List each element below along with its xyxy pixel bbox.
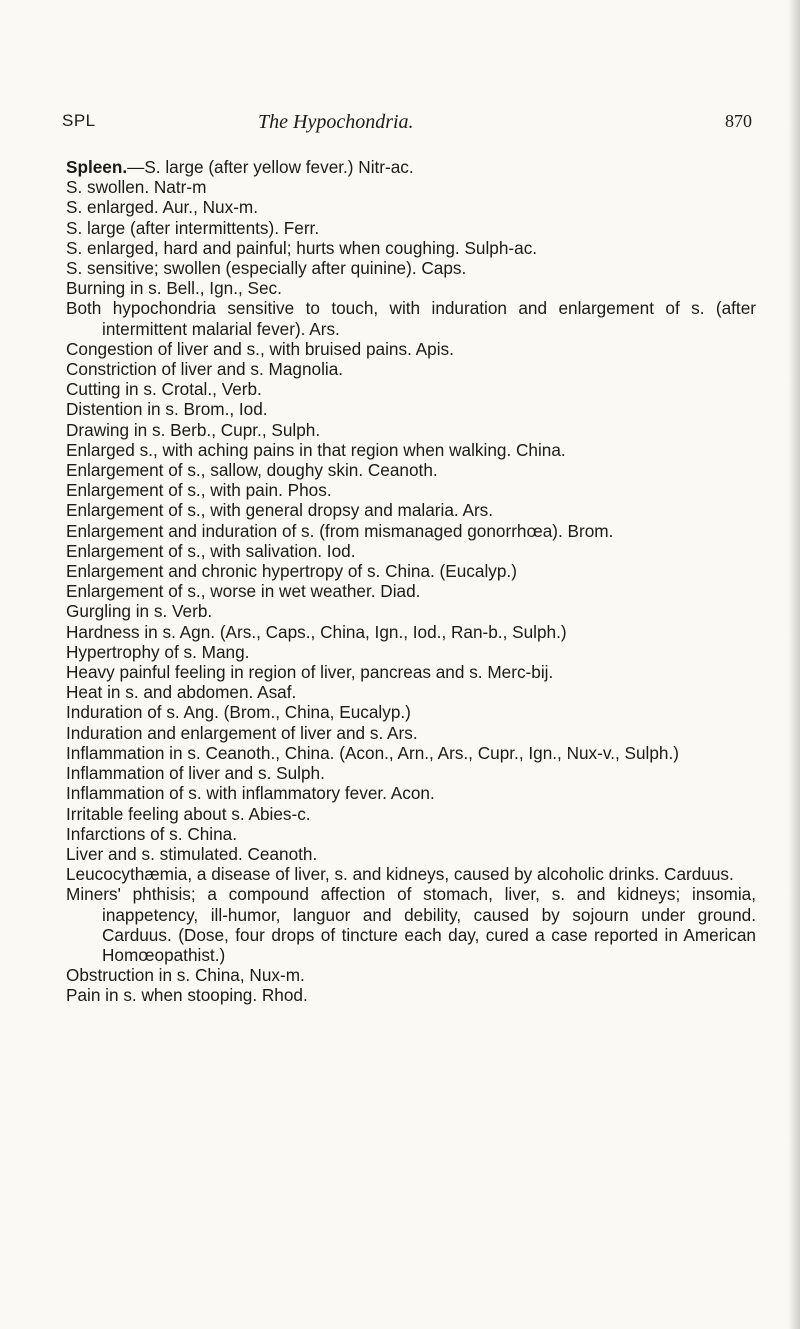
list-item: Hypertrophy of s. Mang. [66, 641, 250, 662]
page-number: 870 [725, 111, 752, 131]
list-item: Enlargement of s., with salivation. Iod. [66, 540, 356, 561]
list-item: Induration and enlargement of liver and s. Ars. [66, 722, 418, 743]
list-item: Cutting in s. Crotal., Verb. [66, 379, 262, 400]
running-header [62, 111, 752, 141]
page-edge-shadow [788, 0, 800, 1329]
list-item: Drawing in s. Berb., Cupr., Sulph. [66, 419, 321, 440]
list-item: Enlarged s., with aching pains in that region when walking. China. [66, 439, 566, 460]
header-title: The Hypochondria. [258, 111, 414, 133]
list-item: Inflammation of s. with inflammatory fever. Acon. [66, 783, 435, 804]
list-item: Enlargement of s., sallow, doughy skin. Ceanoth. [66, 460, 438, 481]
list-item: S. sensitive; swollen (especially after quinine). Caps. [66, 258, 467, 279]
list-item: Leucocythæmia, a disease of liver, s. and kidneys, caused by alcoholic drinks. Carduus. [66, 864, 734, 885]
list-item: Hardness in s. Agn. (Ars., Caps., China, Ign., Iod., Ran-b., Sulph.) [66, 621, 567, 642]
list-item: Miners' phthisis; a compound affection of stomach, liver, s. and kidneys; insomia, inappetency, ill-humor, languor and debility, caused by sojourn under ground. Carduus. (Dose, four drops of tincture each day, cured a case reported in American Homœopathist.) [66, 884, 756, 965]
list-item: Liver and s. stimulated. Ceanoth. [66, 843, 318, 864]
list-item: S. enlarged, hard and painful; hurts when coughing. Sulph-ac. [66, 237, 538, 258]
list-item: Induration of s. Ang. (Brom., China, Eucalyp.) [66, 702, 411, 723]
list-item: Inflammation in s. Ceanoth., China. (Acon., Arn., Ars., Cupr., Ign., Nux-v., Sulph.) [66, 742, 679, 763]
header-left: SPL [62, 111, 96, 130]
list-item: S. large (after intermittents). Ferr. [66, 217, 320, 238]
list-item: Enlargement and induration of s. (from mismanaged gonorrhœa). Brom. [66, 520, 614, 541]
list-item: Heavy painful feeling in region of liver, pancreas and s. Merc-bij. [66, 662, 554, 683]
list-item: Enlargement of s., with general dropsy and malaria. Ars. [66, 500, 494, 521]
entry-first [66, 157, 756, 177]
list-item: Infarctions of s. China. [66, 823, 238, 844]
list-item: Gurgling in s. Verb. [66, 601, 213, 622]
list-item: Congestion of liver and s., with bruised pains. Apis. [66, 338, 454, 359]
list-item: Distention in s. Brom., Iod. [66, 399, 268, 420]
list-item: S. enlarged. Aur., Nux-m. [66, 197, 259, 218]
list-item: Enlargement of s., worse in wet weather. Diad. [66, 581, 421, 602]
list-item: Inflammation of liver and s. Sulph. [66, 763, 325, 784]
section-heading: Spleen. [66, 157, 128, 177]
entry-list [66, 157, 756, 1006]
list-item: Burning in s. Bell., Ign., Sec. [66, 278, 282, 299]
list-item: Enlargement of s., with pain. Phos. [66, 480, 332, 501]
list-item: Both hypochondria sensitive to touch, with induration and enlargement of s. (after intermittent malarial fever). Ars. [66, 298, 756, 339]
list-item: Heat in s. and abdomen. Asaf. [66, 682, 297, 703]
list-item: S. swollen. Natr-m [66, 177, 207, 198]
list-item: Constriction of liver and s. Magnolia. [66, 359, 344, 380]
list-item: Obstruction in s. China, Nux-m. [66, 965, 305, 986]
list-item: Pain in s. when stooping. Rhod. [66, 985, 308, 1006]
list-item: Enlargement and chronic hypertropy of s. China. (Eucalyp.) [66, 561, 517, 582]
entry-text: —S. large (after yellow fever.) Nitr-ac. [127, 157, 414, 177]
list-item: Irritable feeling about s. Abies-c. [66, 803, 311, 824]
